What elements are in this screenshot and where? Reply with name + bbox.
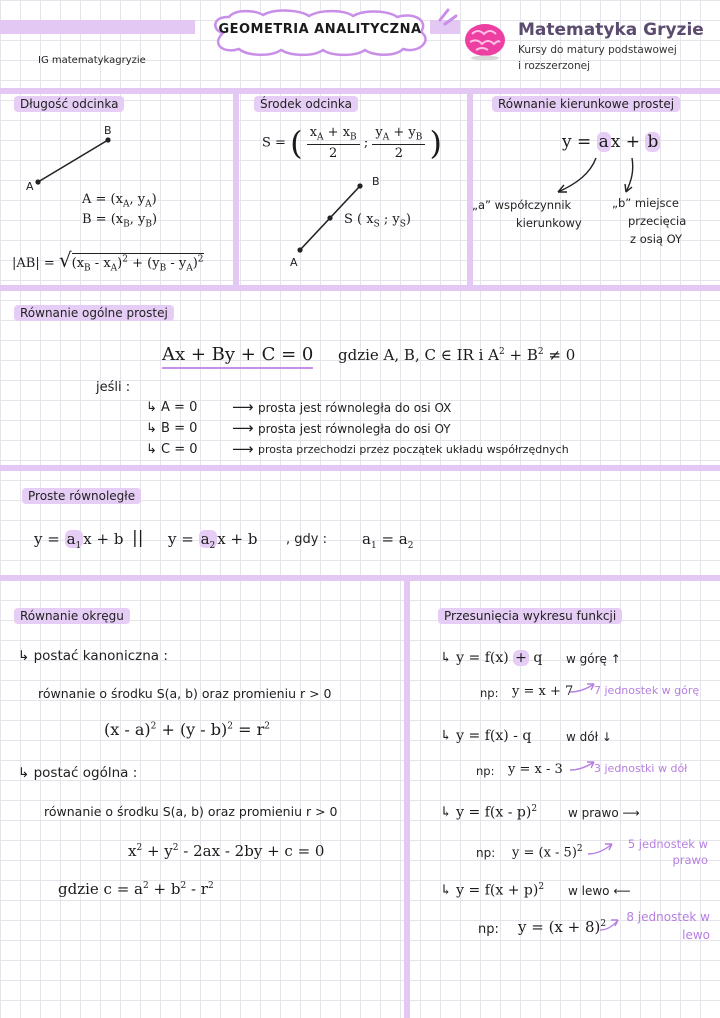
shift-left-np-eq: $y = (x + 8)^2$ bbox=[518, 918, 607, 936]
case-a-arrow: ⟶ bbox=[232, 398, 254, 416]
mid-point-s-label: S ( $x_S$ ; $y_S$) bbox=[344, 212, 411, 230]
vdivider-1 bbox=[233, 92, 239, 286]
heading-kierunkowe: Równanie kierunkowe prostej bbox=[492, 96, 680, 112]
shift-up-np-eq: y = x + 7 bbox=[512, 684, 574, 699]
shift-up-eq: ↳ y = f(x) + q bbox=[440, 650, 543, 666]
brain-logo-icon bbox=[462, 20, 508, 62]
vdivider-2 bbox=[467, 92, 473, 286]
segment-ab-diagram bbox=[30, 130, 120, 190]
vdivider-3 bbox=[404, 580, 410, 1018]
divider-2 bbox=[0, 285, 720, 291]
divider-1 bbox=[0, 88, 720, 94]
point-a-label: A bbox=[26, 180, 34, 193]
divider-3 bbox=[0, 465, 720, 471]
note-arrow-icon bbox=[568, 678, 598, 698]
case-b-text: prosta jest równoległa do osi OY bbox=[258, 422, 451, 436]
note-a-line1: „a” współczynnik bbox=[472, 198, 572, 212]
note-arrow-icon bbox=[598, 914, 622, 936]
pointer-arrows-icon bbox=[540, 150, 650, 200]
coord-b: $B = (x_B$, $y_B$) bbox=[82, 212, 158, 230]
gdzie-equation: gdzie $c = a^2 + b^2 - r^2$ bbox=[58, 880, 214, 898]
case-a-text: prosta jest równoległa do osi OX bbox=[258, 401, 452, 415]
shift-right-np-label: np: bbox=[476, 846, 496, 860]
point-b-label: B bbox=[104, 124, 112, 137]
shift-right-dir: w prawo ⟶ bbox=[568, 806, 640, 820]
note-a-line2: kierunkowy bbox=[516, 216, 582, 230]
shift-left-eq: ↳ $y = f(x + p)^2$ bbox=[440, 882, 545, 899]
header-band-left bbox=[0, 20, 195, 34]
shift-right-note: 5 jednostek w prawo bbox=[627, 837, 708, 867]
heading-okrag: Równanie okręgu bbox=[14, 608, 130, 624]
ogolna-equation: $x^2 + y^2 - 2ax - 2by + c = 0$ bbox=[128, 842, 325, 860]
jesli-label: jeśli : bbox=[96, 380, 131, 395]
shift-left-dir: w lewo ⟵ bbox=[568, 884, 631, 898]
case-c-arrow: ⟶ bbox=[232, 440, 254, 458]
sparkle-icon bbox=[436, 6, 460, 30]
case-c-cond: ↳ C = 0 bbox=[146, 442, 198, 457]
kanon-equation: $(x - a)^2 + (y - b)^2 = r^2$ bbox=[104, 720, 270, 739]
note-b-line2: przecięcia bbox=[628, 214, 687, 228]
distance-formula: $|AB| = √(x_B - x_A)^2 + (y_B - y_A)^2$ bbox=[12, 248, 204, 274]
note-b-line3: z osią OY bbox=[630, 232, 683, 246]
brand-name: Matematyka Gryzie bbox=[518, 20, 704, 40]
kanon-desc: równanie o środku S(a, b) oraz promieniu r > 0 bbox=[38, 686, 332, 701]
shift-down-eq: ↳ y = f(x) - q bbox=[440, 728, 532, 744]
shift-up-note: 7 jednostek w górę bbox=[594, 684, 700, 697]
heading-dlugosc: Długość odcinka bbox=[14, 96, 124, 112]
coord-a: $A = (x_A$, $y_A$) bbox=[82, 192, 157, 210]
kanoniczna-label: ↳ postać kanoniczna : bbox=[18, 648, 168, 664]
brand-line-1: Kursy do matury podstawowej bbox=[518, 44, 677, 56]
divider-4 bbox=[0, 575, 720, 581]
page-title: GEOMETRIA ANALITYCZNA bbox=[218, 22, 422, 37]
general-equation: Ax + By + C = 0 bbox=[162, 344, 313, 369]
gdy-label: , gdy : bbox=[286, 532, 327, 547]
shift-down-np-eq: y = x - 3 bbox=[508, 762, 563, 777]
midpoint-formula: S = ( $\frac{x_A + x_B}{2}$ ; $\frac{y_A + y_B}{2}$ ) bbox=[262, 124, 442, 162]
shift-left-np-label: np: bbox=[478, 922, 499, 937]
shift-left-note: 8 jednostek w lewo bbox=[626, 910, 710, 942]
shift-up-np-label: np: bbox=[480, 686, 499, 700]
shift-right-eq: ↳ y = f(x - p)$^2$ bbox=[440, 804, 538, 821]
shift-up-dir: w górę ↑ bbox=[566, 652, 621, 666]
page-title-cloud bbox=[205, 8, 435, 58]
case-b-cond: ↳ B = 0 bbox=[146, 421, 198, 436]
shift-right-np-eq: y = (x - 5)$^2$ bbox=[512, 844, 583, 861]
heading-ogolne: Równanie ogólne prostej bbox=[14, 305, 174, 321]
note-b-line1: „b” miejsce bbox=[612, 196, 679, 210]
note-arrow-icon bbox=[586, 838, 616, 860]
parallel-symbol: || bbox=[132, 528, 144, 548]
ogolna-label: ↳ postać ogólna : bbox=[18, 765, 138, 781]
heading-przesuniecia: Przesunięcia wykresu funkcji bbox=[438, 608, 622, 624]
instagram-handle: IG matematykagryzie bbox=[38, 55, 146, 66]
parallel-eq-2: $y = a_2$ x + b bbox=[168, 530, 258, 551]
brand-line-2: i rozszerzonej bbox=[518, 60, 591, 72]
mid-point-a-label: A bbox=[290, 256, 298, 269]
heading-srodek: Środek odcinka bbox=[254, 96, 358, 112]
case-b-arrow: ⟶ bbox=[232, 419, 254, 437]
shift-down-dir: w dół ↓ bbox=[566, 730, 612, 744]
mid-point-b-label: B bbox=[372, 175, 380, 188]
shift-down-np-label: np: bbox=[476, 764, 495, 778]
note-arrow-icon bbox=[568, 756, 598, 776]
parallel-eq-1: $y = a_1$ x + b bbox=[34, 530, 124, 551]
parallel-condition: $a_1 = a_2$ bbox=[362, 530, 414, 551]
case-c-text: prosta przechodzi przez początek układu współrzędnych bbox=[258, 443, 569, 456]
heading-rownolegle: Proste równoległe bbox=[22, 488, 141, 504]
ogolna-desc: równanie o środku S(a, b) oraz promieniu r > 0 bbox=[44, 804, 338, 819]
general-condition: gdzie A, B, C ∈ IR i $A^2 + B^2 \ne 0$ bbox=[338, 346, 576, 364]
case-a-cond: ↳ A = 0 bbox=[146, 400, 198, 415]
shift-down-note: 3 jednostki w dół bbox=[594, 762, 688, 775]
slope-intercept-eq: y = a x + b bbox=[562, 132, 659, 152]
